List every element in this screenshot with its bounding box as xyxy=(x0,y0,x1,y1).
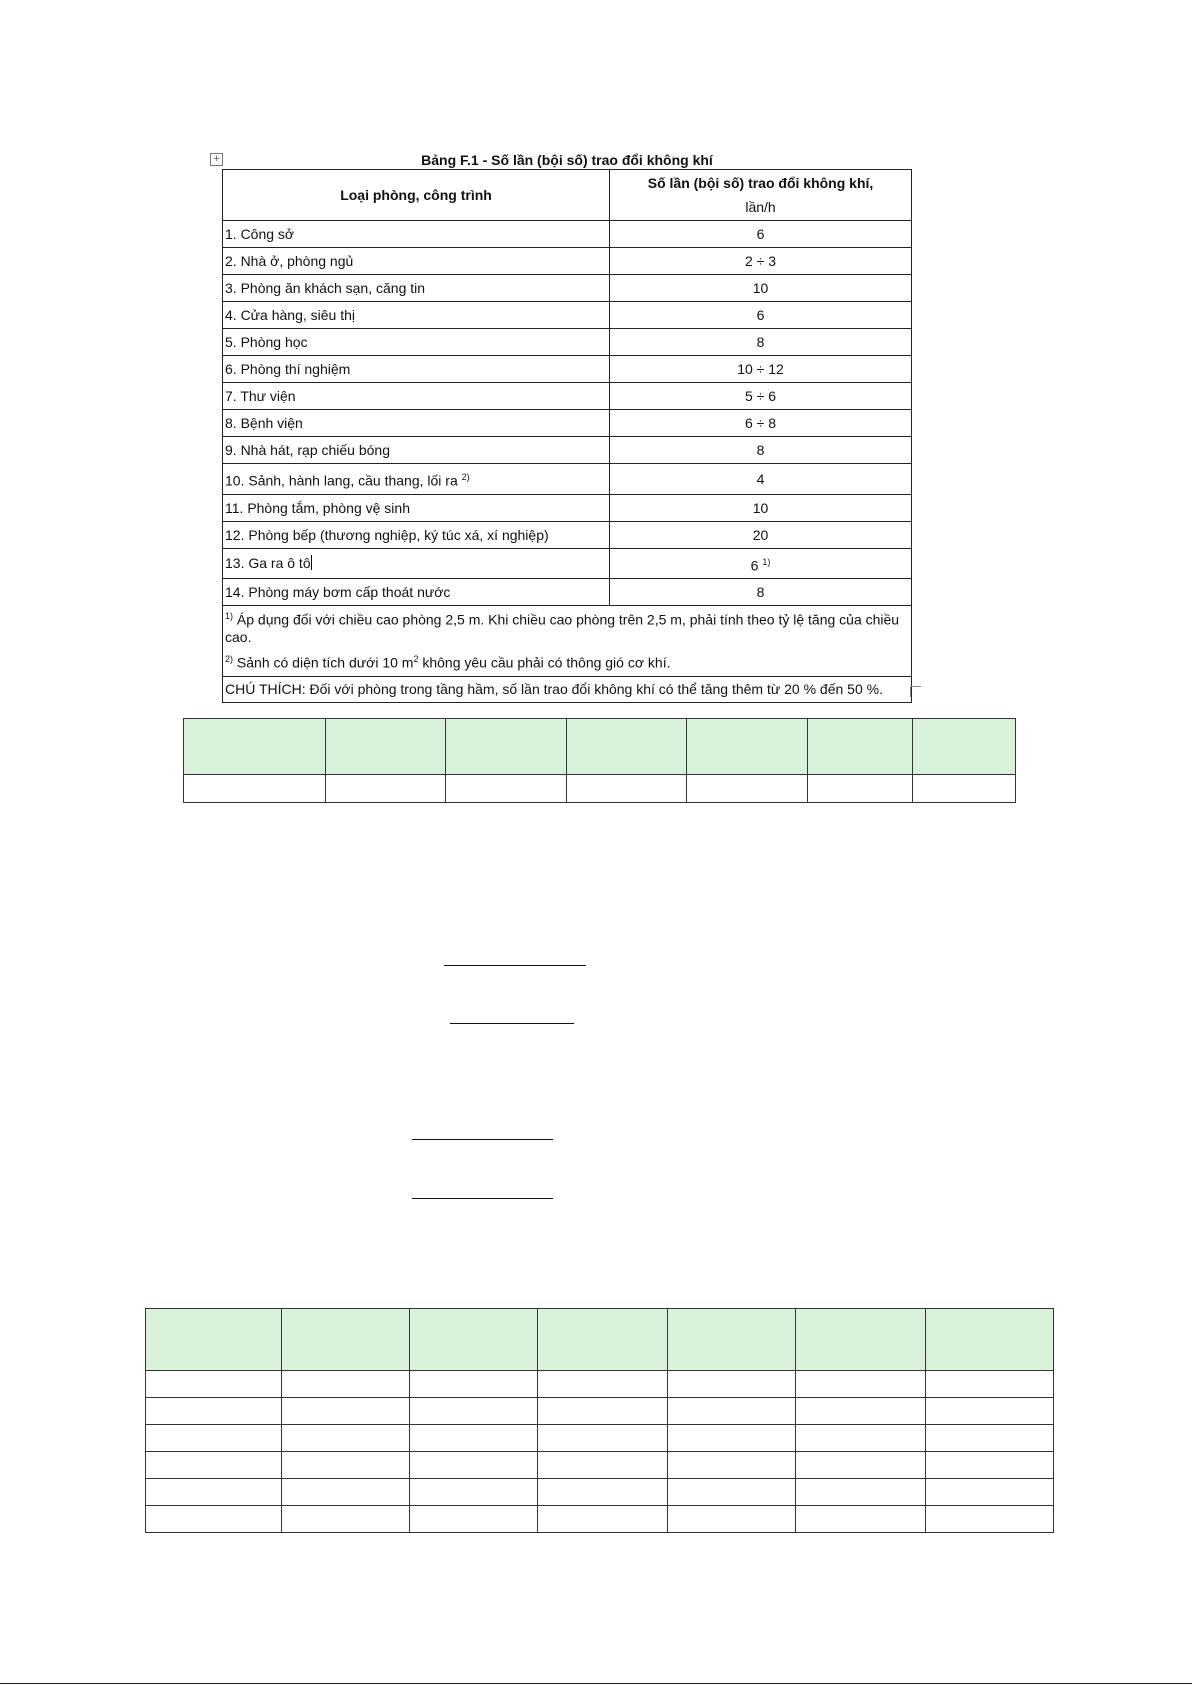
empty-cell[interactable] xyxy=(282,1398,410,1425)
empty-header-cell[interactable] xyxy=(146,1309,282,1371)
room-name: 5. Phòng học xyxy=(223,329,610,356)
empty-header-cell[interactable] xyxy=(538,1309,667,1371)
empty-cell[interactable] xyxy=(146,1506,282,1533)
table-row xyxy=(223,437,912,464)
remark-row xyxy=(223,676,912,702)
room-name: 3. Phòng ăn khách sạn, căng tin xyxy=(223,275,610,302)
header-room-type: Loại phòng, công trình xyxy=(223,170,610,221)
empty-cell[interactable] xyxy=(146,1479,282,1506)
empty-cell[interactable] xyxy=(795,1425,925,1452)
table-row xyxy=(223,579,912,606)
remark-cell: CHÚ THÍCH: Đối với phòng trong tầng hầm, số lần trao đổi không khí có thể tăng thêm từ 20 % đến 50 %. xyxy=(223,676,912,702)
empty-cell[interactable] xyxy=(538,1452,667,1479)
exchange-value: 2 ÷ 3 xyxy=(610,248,912,275)
table-row xyxy=(223,521,912,548)
table-row xyxy=(223,494,912,521)
empty-table-header-row xyxy=(184,719,1016,775)
blank-line[interactable] xyxy=(412,1198,553,1199)
empty-cell[interactable] xyxy=(410,1371,538,1398)
empty-cell[interactable] xyxy=(925,1371,1053,1398)
empty-table-header-row xyxy=(146,1309,1054,1371)
exchange-value: 8 xyxy=(610,579,912,606)
empty-cell[interactable] xyxy=(184,775,326,803)
empty-header-cell[interactable] xyxy=(184,719,326,775)
empty-cell[interactable] xyxy=(687,775,808,803)
room-name: 6. Phòng thí nghiệm xyxy=(223,356,610,383)
exchange-value: 4 xyxy=(610,464,912,495)
blank-line[interactable] xyxy=(444,965,586,966)
table-header-row xyxy=(223,170,912,221)
empty-cell[interactable] xyxy=(282,1371,410,1398)
empty-table-row xyxy=(184,775,1016,803)
table-row xyxy=(223,302,912,329)
empty-cell[interactable] xyxy=(146,1371,282,1398)
empty-cell[interactable] xyxy=(925,1506,1053,1533)
room-name: 1. Công sở xyxy=(223,221,610,248)
table-resize-handle[interactable] xyxy=(910,686,921,697)
empty-cell[interactable] xyxy=(808,775,913,803)
footnote-2-marker: 2) xyxy=(225,653,234,664)
empty-cell[interactable] xyxy=(925,1425,1053,1452)
empty-cell[interactable] xyxy=(538,1398,667,1425)
empty-cell[interactable] xyxy=(913,775,1016,803)
footnote-2-text-b: không yêu cầu phải có thông gió cơ khí. xyxy=(418,654,671,671)
header-exchange-rate xyxy=(610,170,912,221)
header-exchange-rate-unit: lần/h xyxy=(745,199,776,215)
empty-cell[interactable] xyxy=(667,1398,795,1425)
empty-cell[interactable] xyxy=(795,1506,925,1533)
empty-header-cell[interactable] xyxy=(326,719,446,775)
empty-cell[interactable] xyxy=(282,1452,410,1479)
exchange-value: 8 xyxy=(610,437,912,464)
empty-table-row xyxy=(146,1425,1054,1452)
empty-cell[interactable] xyxy=(667,1479,795,1506)
exchange-value: 6 xyxy=(610,221,912,248)
room-name: 2. Nhà ở, phòng ngủ xyxy=(223,248,610,275)
empty-table-row xyxy=(146,1452,1054,1479)
empty-cell[interactable] xyxy=(538,1371,667,1398)
exchange-value: 20 xyxy=(610,521,912,548)
table-row xyxy=(223,383,912,410)
notes-row xyxy=(223,606,912,676)
empty-cell[interactable] xyxy=(282,1506,410,1533)
empty-cell[interactable] xyxy=(795,1479,925,1506)
exchange-value: 6 ÷ 8 xyxy=(610,410,912,437)
empty-cell[interactable] xyxy=(538,1479,667,1506)
empty-cell[interactable] xyxy=(410,1506,538,1533)
empty-table-row xyxy=(146,1479,1054,1506)
room-name: 9. Nhà hát, rạp chiếu bóng xyxy=(223,437,610,464)
room-name: 11. Phòng tắm, phòng vệ sinh xyxy=(223,494,610,521)
empty-table-row xyxy=(146,1506,1054,1533)
empty-cell[interactable] xyxy=(667,1452,795,1479)
room-name: 8. Bệnh viện xyxy=(223,410,610,437)
empty-table-1 xyxy=(183,718,1016,803)
footnote-2-text-a: Sảnh có diện tích dưới 10 m xyxy=(236,654,414,671)
page-bottom-edge xyxy=(0,1683,1192,1684)
blank-line[interactable] xyxy=(412,1139,553,1140)
empty-cell[interactable] xyxy=(282,1479,410,1506)
table-row xyxy=(223,410,912,437)
empty-header-cell[interactable] xyxy=(282,1309,410,1371)
empty-cell[interactable] xyxy=(410,1479,538,1506)
room-name: 4. Cửa hàng, siêu thị xyxy=(223,302,610,329)
empty-cell[interactable] xyxy=(795,1398,925,1425)
empty-cell[interactable] xyxy=(925,1452,1053,1479)
empty-cell[interactable] xyxy=(146,1398,282,1425)
room-name-text: 10. Sảnh, hành lang, cầu thang, lối ra xyxy=(225,472,458,489)
room-name: 7. Thư viện xyxy=(223,383,610,410)
blank-line[interactable] xyxy=(450,1023,574,1024)
footnote-2 xyxy=(225,651,909,672)
table-row xyxy=(223,356,912,383)
exchange-value: 10 xyxy=(610,275,912,302)
empty-cell[interactable] xyxy=(410,1452,538,1479)
empty-header-cell[interactable] xyxy=(795,1309,925,1371)
empty-header-cell[interactable] xyxy=(913,719,1016,775)
exchange-value: 10 ÷ 12 xyxy=(610,356,912,383)
exchange-value-text: 6 xyxy=(750,557,759,574)
footnote-1-marker: 1) xyxy=(225,611,234,622)
empty-cell[interactable] xyxy=(795,1452,925,1479)
footnote-2-superscript: 2 xyxy=(413,653,419,664)
room-name: 14. Phòng máy bơm cấp thoát nước xyxy=(223,579,610,606)
footnotes-cell xyxy=(223,606,912,676)
table-row xyxy=(223,464,912,495)
empty-cell[interactable] xyxy=(446,775,567,803)
empty-cell[interactable] xyxy=(538,1506,667,1533)
table-row xyxy=(223,548,912,579)
air-exchange-table xyxy=(222,169,912,703)
empty-header-cell[interactable] xyxy=(925,1309,1053,1371)
table-row xyxy=(223,329,912,356)
header-exchange-rate-line1: Số lần (bội số) trao đổi không khí, xyxy=(647,175,874,191)
empty-cell[interactable] xyxy=(538,1425,667,1452)
empty-cell[interactable] xyxy=(567,775,687,803)
room-name-text: 13. Ga ra ô tô xyxy=(225,555,311,572)
empty-cell[interactable] xyxy=(146,1425,282,1452)
table-move-handle-icon[interactable]: + xyxy=(210,153,223,166)
text-cursor xyxy=(311,555,312,570)
empty-cell[interactable] xyxy=(326,775,446,803)
empty-cell[interactable] xyxy=(795,1371,925,1398)
room-name xyxy=(223,464,610,495)
table-caption: Bảng F.1 - Số lần (bội số) trao đổi không khí xyxy=(421,152,713,168)
empty-table-row xyxy=(146,1398,1054,1425)
empty-table-row xyxy=(146,1371,1054,1398)
footnote-ref: 1) xyxy=(762,556,771,567)
empty-header-cell[interactable] xyxy=(410,1309,538,1371)
footnote-1-text: Áp dụng đối với chiều cao phòng 2,5 m. Khi chiều cao phòng trên 2,5 m, phải tính theo tỷ lệ tăng của chiều cao. xyxy=(225,611,900,645)
exchange-value: 5 ÷ 6 xyxy=(610,383,912,410)
table-row xyxy=(223,221,912,248)
exchange-value xyxy=(610,548,912,579)
empty-cell[interactable] xyxy=(282,1425,410,1452)
empty-table-2 xyxy=(145,1308,1054,1533)
footnote-ref: 2) xyxy=(461,472,470,482)
table-row xyxy=(223,248,912,275)
footnote-1 xyxy=(225,608,909,646)
room-name[interactable] xyxy=(223,548,610,579)
exchange-value: 6 xyxy=(610,302,912,329)
empty-header-cell[interactable] xyxy=(667,1309,795,1371)
empty-header-cell[interactable] xyxy=(567,719,687,775)
room-name: 12. Phòng bếp (thương nghiệp, ký túc xá, xí nghiệp) xyxy=(223,521,610,548)
empty-cell[interactable] xyxy=(410,1425,538,1452)
exchange-value: 8 xyxy=(610,329,912,356)
empty-cell[interactable] xyxy=(667,1425,795,1452)
empty-header-cell[interactable] xyxy=(808,719,913,775)
empty-cell[interactable] xyxy=(410,1398,538,1425)
empty-cell[interactable] xyxy=(146,1452,282,1479)
table-row xyxy=(223,275,912,302)
empty-cell[interactable] xyxy=(925,1479,1053,1506)
empty-cell[interactable] xyxy=(667,1371,795,1398)
exchange-value: 10 xyxy=(610,494,912,521)
empty-cell[interactable] xyxy=(925,1398,1053,1425)
empty-header-cell[interactable] xyxy=(687,719,808,775)
empty-cell[interactable] xyxy=(667,1506,795,1533)
empty-header-cell[interactable] xyxy=(446,719,567,775)
